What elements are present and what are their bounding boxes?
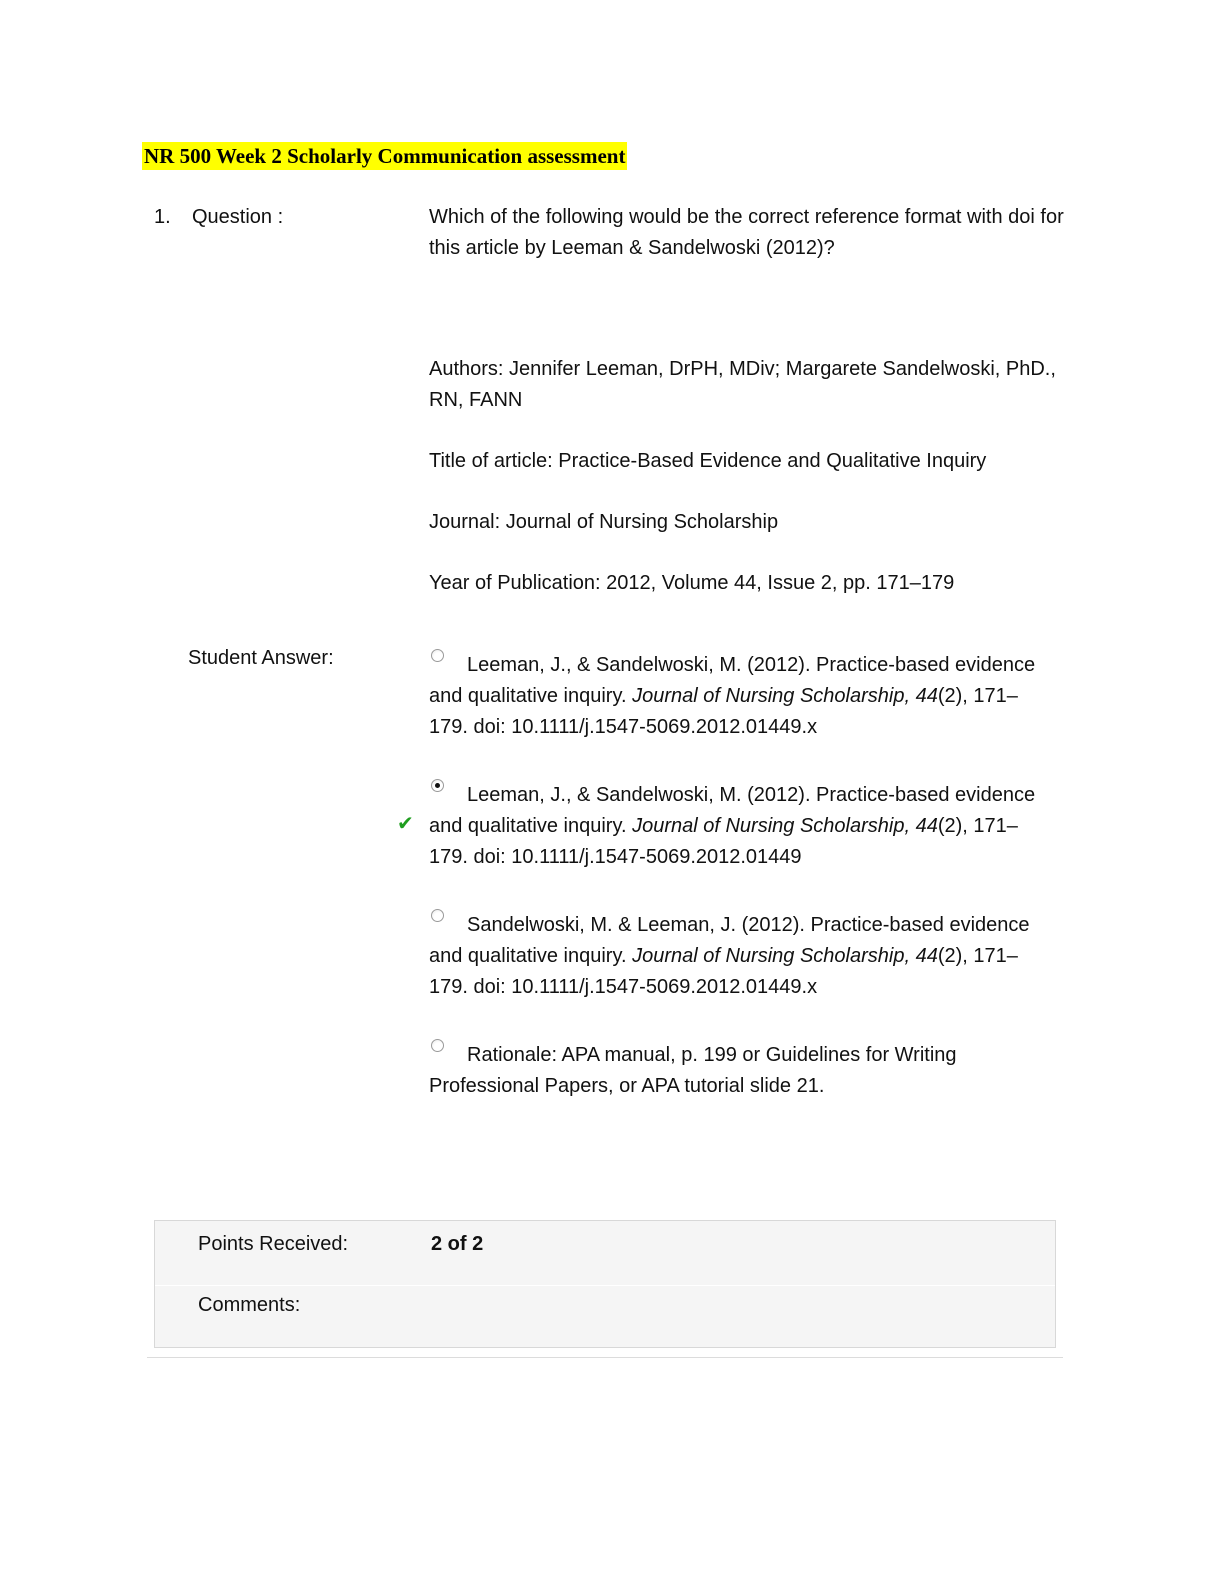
question-text: Which of the following would be the correct reference format with doi for this article by Leeman & Sandelwoski (2012)? [429, 206, 1064, 259]
option-rationale: Rationale: APA manual, p. 199 or Guidelines for Writing Professional Papers, or APA tutorial slide 21. [429, 1044, 957, 1097]
answer-option-text [429, 780, 1039, 873]
student-answer-label: Student Answer: [188, 647, 334, 669]
answer-option-2[interactable] [397, 780, 1039, 873]
option-doi: (2), 171–179. doi: 10.1111/j.1547-5069.2012.01449.x [429, 685, 1018, 738]
option-citation: Leeman, J., & Sandelwoski, M. (2012). Practice-based evidence and qualitative inquiry. [429, 784, 1036, 837]
page-title: NR 500 Week 2 Scholarly Communication assessment [144, 144, 626, 168]
answer-option-text [429, 1040, 1039, 1102]
answer-option-3[interactable] [429, 910, 1039, 1003]
option-journal: Journal of Nursing Scholarship, 44 [632, 945, 938, 967]
result-divider [155, 1285, 1055, 1286]
question-number: 1. [154, 206, 171, 228]
option-doi: (2), 171–179. doi: 10.1111/j.1547-5069.2012.01449 [429, 815, 1018, 868]
answer-option-1[interactable] [429, 650, 1039, 743]
article-journal: Journal: Journal of Nursing Scholarship [429, 511, 779, 533]
article-title: Title of article: Practice-Based Evidence and Qualitative Inquiry [429, 450, 987, 472]
radio-option-1[interactable] [431, 649, 444, 662]
points-received-value: 2 of 2 [431, 1233, 484, 1255]
bottom-divider [147, 1357, 1063, 1358]
option-journal: Journal of Nursing Scholarship, 44 [632, 685, 938, 707]
correct-check-icon: ✔ [397, 811, 414, 835]
option-journal: Journal of Nursing Scholarship, 44 [632, 815, 938, 837]
comments-label: Comments: [198, 1294, 301, 1316]
question-label: Question : [192, 206, 284, 228]
radio-option-4[interactable] [431, 1039, 444, 1052]
answer-option-text [429, 910, 1039, 1003]
radio-option-3[interactable] [431, 909, 444, 922]
radio-option-2-selected[interactable] [431, 779, 444, 792]
answer-option-text [429, 650, 1039, 743]
option-doi: (2), 171–179. doi: 10.1111/j.1547-5069.2012.01449.x [429, 945, 1018, 998]
article-year: Year of Publication: 2012, Volume 44, Issue 2, pp. 171–179 [429, 572, 955, 594]
result-panel [154, 1220, 1056, 1348]
article-authors: Authors: Jennifer Leeman, DrPH, MDiv; Margarete Sandelwoski, PhD., RN, FANN [429, 358, 1056, 411]
option-citation: Sandelwoski, M. & Leeman, J. (2012). Practice-based evidence and qualitative inquiry. [429, 914, 1030, 967]
points-received-label: Points Received: [198, 1233, 349, 1255]
answer-option-4[interactable] [429, 1040, 1039, 1102]
option-citation: Leeman, J., & Sandelwoski, M. (2012). Practice-based evidence and qualitative inquiry. [429, 654, 1036, 707]
